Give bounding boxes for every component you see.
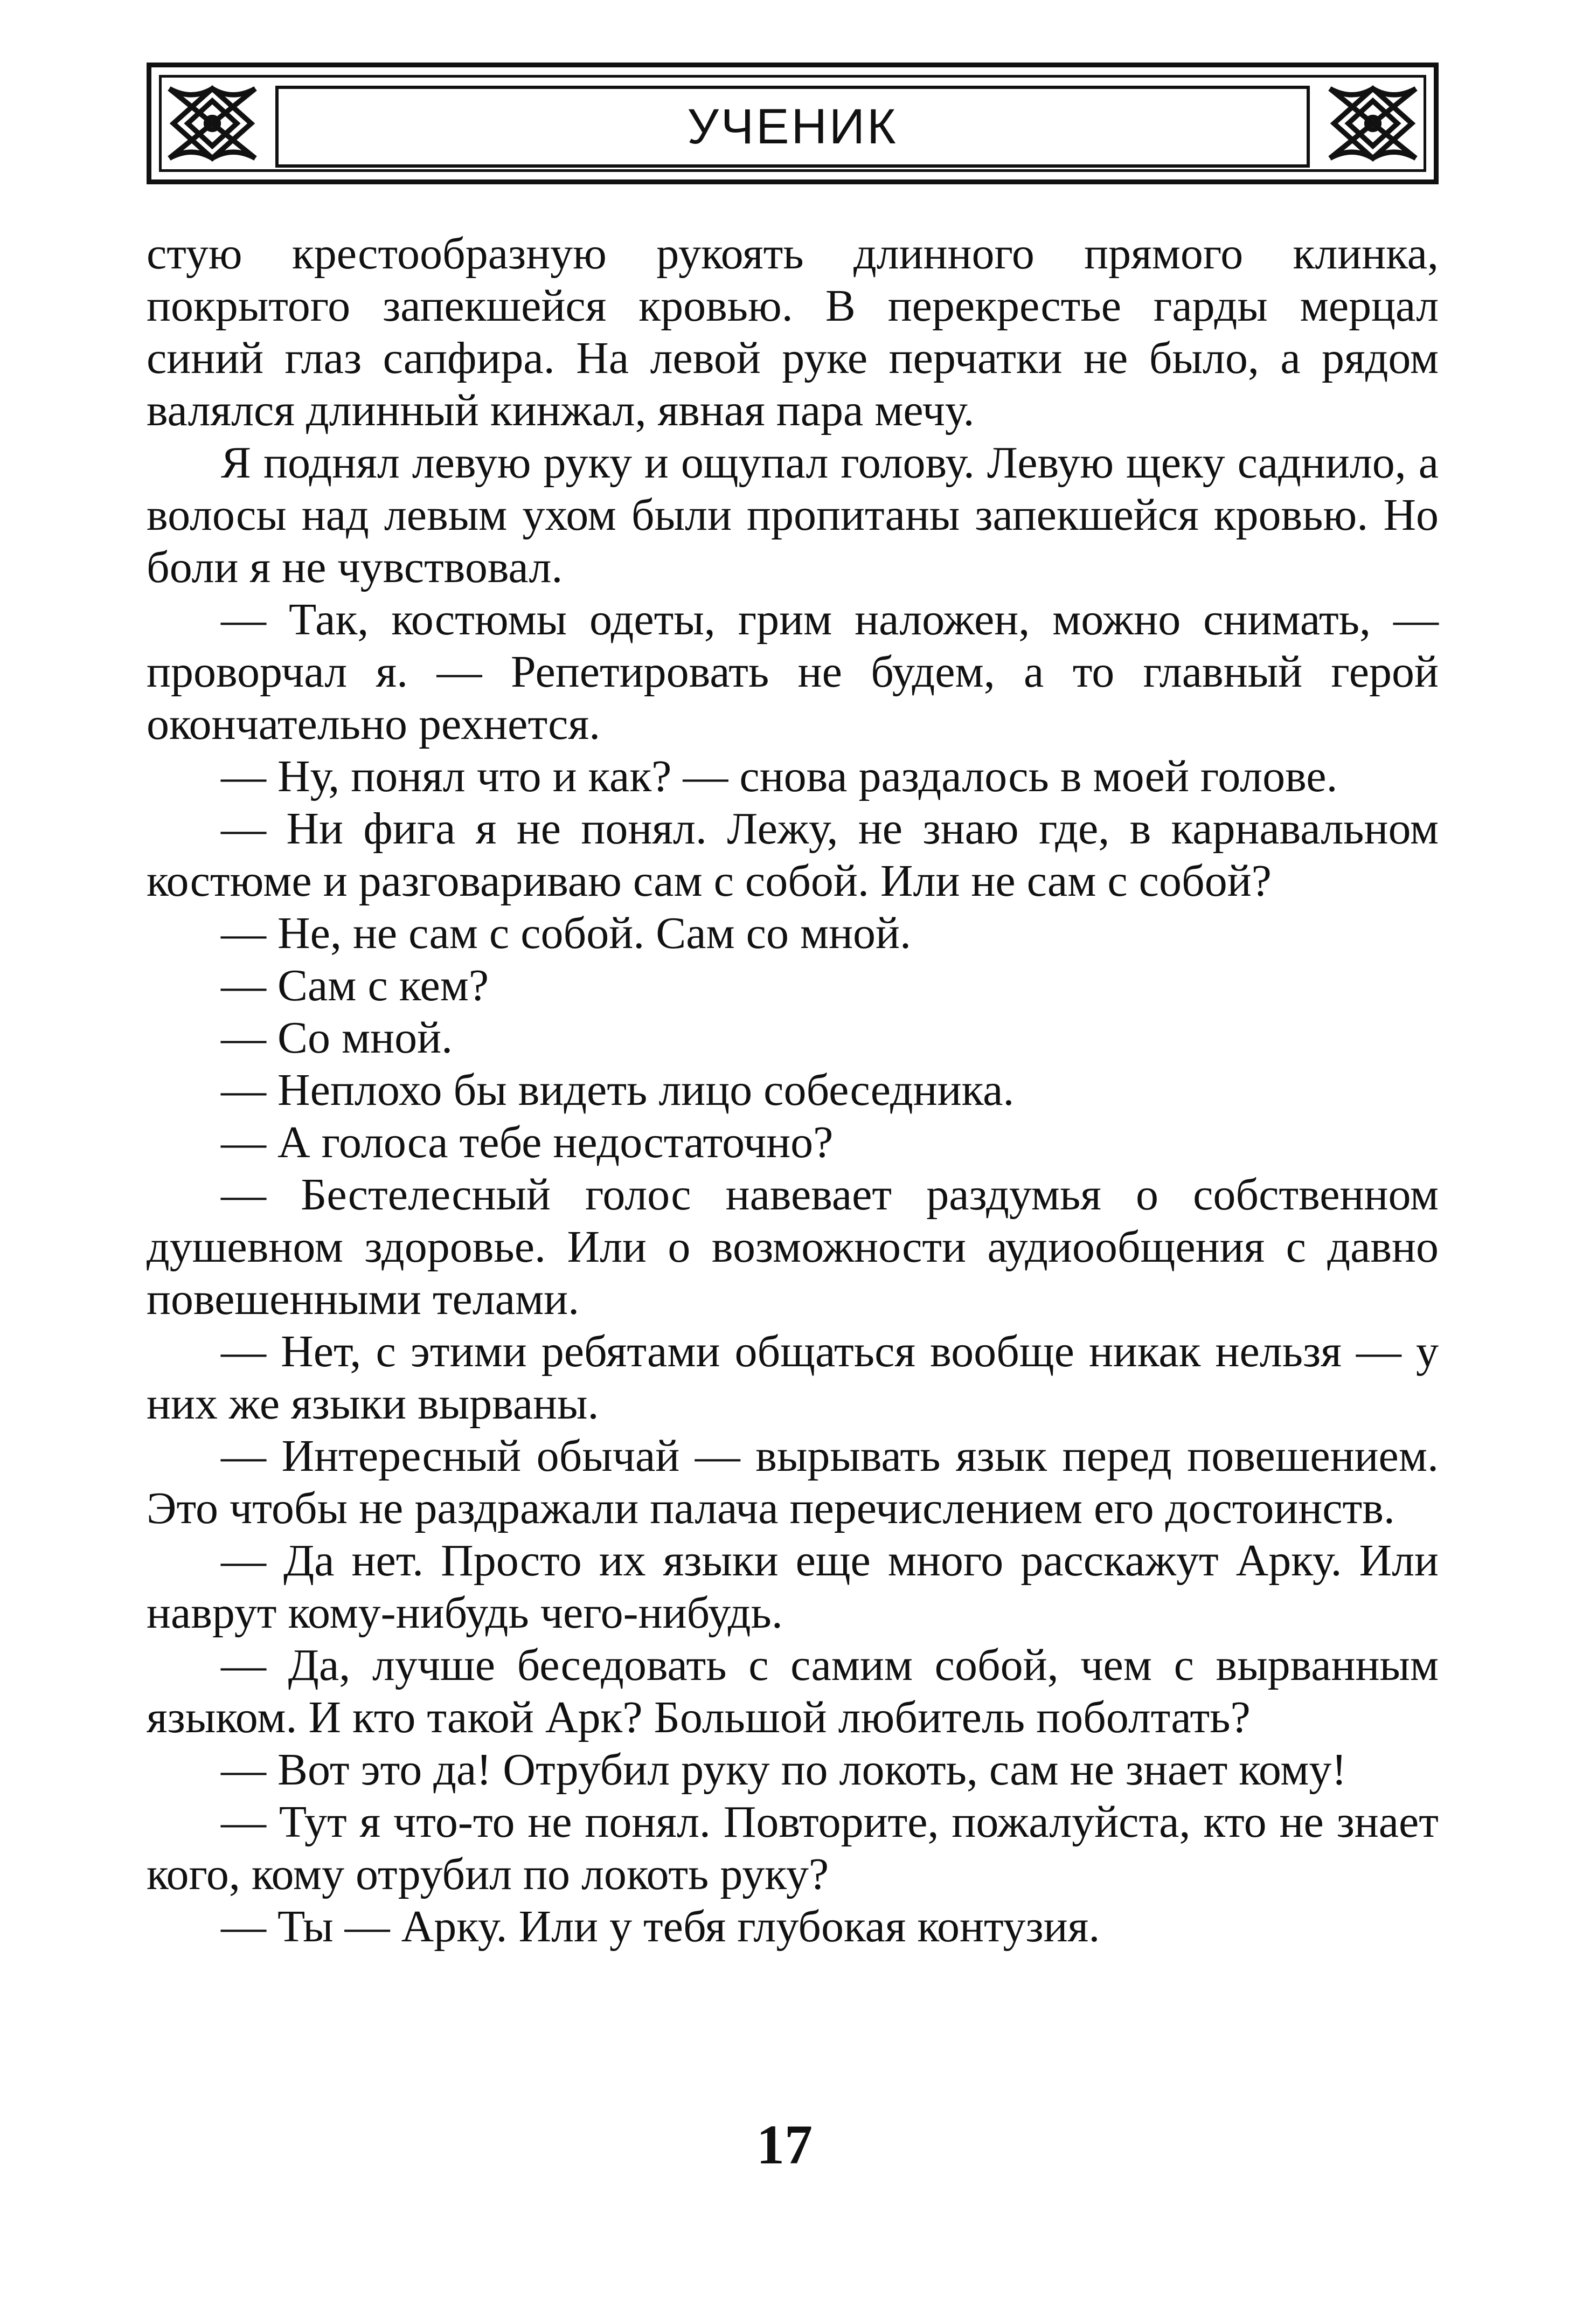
running-head <box>147 63 1439 184</box>
paragraph: — Вот это да! Отрубил руку по локоть, сам не знает кому! <box>221 1745 1347 1795</box>
paragraph: — Бестелесный голос навевает раздумья о собственном душевном здоровье. Или о возможности аудиообщения с давно повешенными телами. <box>147 1170 1439 1324</box>
paragraph: — Интересный обычай — вырывать язык перед повешением. Это чтобы не раздражали палача перечислением его достоинств. <box>147 1431 1439 1533</box>
knot-ornament-icon <box>161 80 263 167</box>
paragraph: — Не, не сам с собой. Сам со мной. <box>221 908 911 958</box>
paragraph: — Да, лучше беседовать с самим собой, чем с вырванным языком. И кто такой Арк? Большой любитель поболтать? <box>147 1640 1439 1742</box>
paragraph: — Ни фига я не понял. Лежу, не знаю где, в карнавальном костюме и разговариваю сам с собой. Или не сам с собой? <box>147 804 1439 906</box>
paragraph: — Сам с кем? <box>221 960 489 1011</box>
page-number: 17 <box>756 2114 813 2176</box>
knot-ornament-icon <box>1322 80 1424 167</box>
body-text <box>147 227 1439 1953</box>
paragraph: — Нет, с этими ребятами общаться вообще никак нельзя — у них же языки вырваны. <box>147 1326 1439 1429</box>
running-head-title: УЧЕНИК <box>687 99 898 154</box>
paragraph: — Да нет. Просто их языки еще много расскажут Арку. Или наврут кому-нибудь чего-нибудь. <box>147 1536 1439 1638</box>
paragraph: Я поднял левую руку и ощупал голову. Левую щеку саднило, а волосы над левым ухом были пропитаны запекшейся кровью. Но боли я не чувствовал. <box>147 438 1439 592</box>
paragraph: — А голоса тебе недостаточно? <box>221 1117 834 1167</box>
paragraph: — Так, костюмы одеты, грим наложен, можно снимать, — проворчал я. — Репетировать не будем, а то главный герой окончательно рехнется. <box>147 594 1439 749</box>
paragraph: — Тут я что-то не понял. Повторите, пожалуйста, кто не знает кого, кому отрубил по локоть руку? <box>147 1797 1439 1899</box>
paragraph: — Неплохо бы видеть лицо собеседника. <box>221 1065 1015 1115</box>
paragraph: — Ты — Арку. Или у тебя глубокая контузия. <box>221 1901 1100 1952</box>
running-head-title-frame <box>275 86 1310 168</box>
paragraph: — Ну, понял что и как? — снова раздалось в моей голове. <box>221 751 1338 801</box>
paragraph: — Со мной. <box>221 1013 453 1063</box>
paragraph: стую крестообразную рукоять длинного прямого клинка, покрытого запекшейся кровью. В перекрестье гарды мерцал синий глаз сапфира. На левой руке перчатки не было, а рядом валялся длинный кинжал, явная пара мечу. <box>147 229 1439 435</box>
